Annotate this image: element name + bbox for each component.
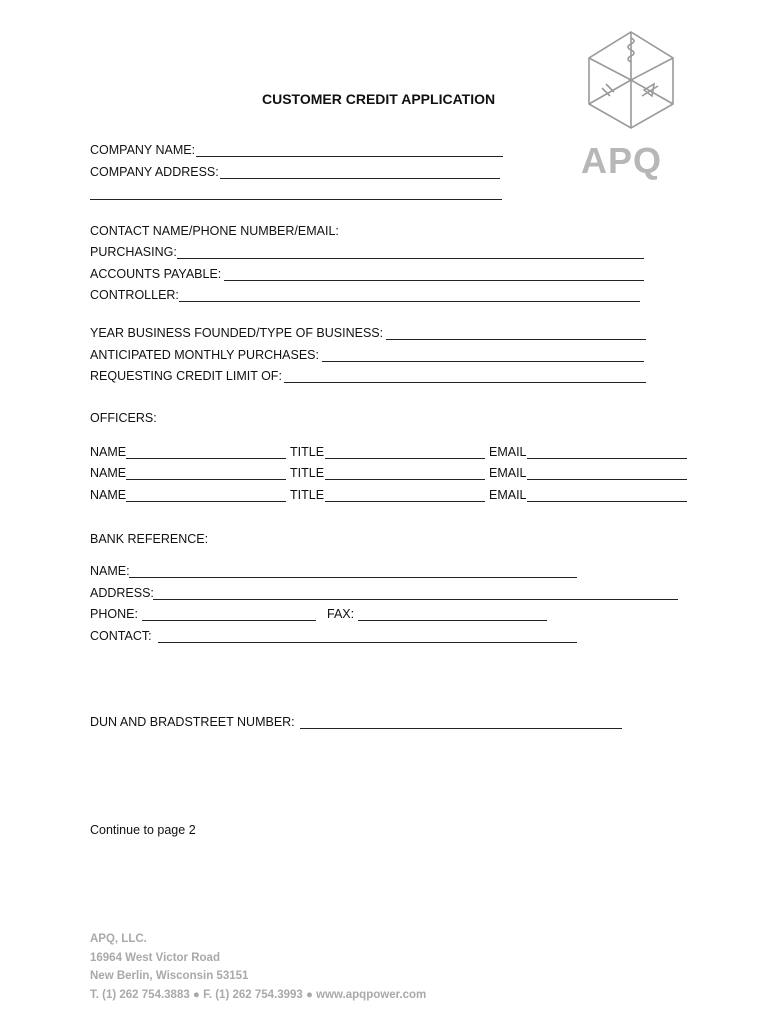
- bank-name-label: NAME:: [90, 564, 130, 578]
- monthly-purchases-line[interactable]: [322, 361, 644, 362]
- officer-email-line[interactable]: [527, 479, 687, 480]
- credit-limit-label: REQUESTING CREDIT LIMIT OF:: [90, 369, 282, 383]
- bank-heading: BANK REFERENCE:: [90, 532, 209, 546]
- company-name-label: COMPANY NAME:: [90, 143, 196, 157]
- dun-label: DUN AND BRADSTREET NUMBER:: [90, 715, 295, 729]
- footer-city: New Berlin, Wisconsin 53151: [90, 970, 249, 982]
- officer-title-label: TITLE: [290, 445, 325, 459]
- footer-company: APQ, LLC.: [90, 933, 147, 945]
- accounts-payable-line[interactable]: [224, 280, 644, 281]
- continue-note: Continue to page 2: [90, 823, 196, 837]
- year-founded-label: YEAR BUSINESS FOUNDED/TYPE OF BUSINESS:: [90, 326, 384, 340]
- officer-email-label: EMAIL: [489, 445, 527, 459]
- officer-name-label: NAME: [90, 466, 127, 480]
- officer-title-label: TITLE: [290, 466, 325, 480]
- credit-limit-line[interactable]: [284, 382, 646, 383]
- footer-street: 16964 West Victor Road: [90, 952, 220, 964]
- officer-email-line[interactable]: [527, 458, 687, 459]
- bank-fax-line[interactable]: [358, 620, 547, 621]
- logo-text: APQ: [581, 140, 663, 181]
- page-title: CUSTOMER CREDIT APPLICATION: [262, 91, 496, 107]
- bank-address-line[interactable]: [153, 599, 678, 600]
- company-address-label: COMPANY ADDRESS:: [90, 165, 219, 179]
- year-founded-line[interactable]: [386, 339, 646, 340]
- bank-contact-label: CONTACT:: [90, 629, 152, 643]
- dun-line[interactable]: [300, 728, 622, 729]
- contacts-heading: CONTACT NAME/PHONE NUMBER/EMAIL:: [90, 224, 339, 238]
- company-address-line-2[interactable]: [90, 199, 502, 200]
- company-address-line[interactable]: [220, 178, 500, 179]
- officer-title-line[interactable]: [325, 479, 485, 480]
- officer-name-label: NAME: [90, 488, 127, 502]
- purchasing-label: PURCHASING:: [90, 245, 177, 259]
- officer-email-label: EMAIL: [489, 488, 527, 502]
- monthly-purchases-label: ANTICIPATED MONTHLY PURCHASES:: [90, 348, 319, 362]
- officer-title-line[interactable]: [325, 458, 485, 459]
- officer-name-line[interactable]: [126, 458, 286, 459]
- bank-address-label: ADDRESS:: [90, 586, 154, 600]
- bank-contact-line[interactable]: [158, 642, 577, 643]
- officer-name-line[interactable]: [126, 501, 286, 502]
- footer-contact-line: T. (1) 262 754.3883 ● F. (1) 262 754.3993 ● www.apqpower.com: [90, 989, 427, 1001]
- officer-email-label: EMAIL: [489, 466, 527, 480]
- controller-label: CONTROLLER:: [90, 288, 179, 302]
- accounts-payable-label: ACCOUNTS PAYABLE:: [90, 267, 222, 281]
- bank-phone-label: PHONE:: [90, 607, 138, 621]
- officer-name-label: NAME: [90, 445, 127, 459]
- purchasing-line[interactable]: [177, 258, 644, 259]
- controller-line[interactable]: [179, 301, 640, 302]
- officer-title-line[interactable]: [325, 501, 485, 502]
- officer-name-line[interactable]: [126, 479, 286, 480]
- bank-phone-line[interactable]: [142, 620, 316, 621]
- officer-email-line[interactable]: [527, 501, 687, 502]
- bank-fax-label: FAX:: [327, 607, 355, 621]
- company-name-line[interactable]: [196, 156, 503, 157]
- officer-title-label: TITLE: [290, 488, 325, 502]
- officers-heading: OFFICERS:: [90, 411, 157, 425]
- bank-name-line[interactable]: [129, 577, 577, 578]
